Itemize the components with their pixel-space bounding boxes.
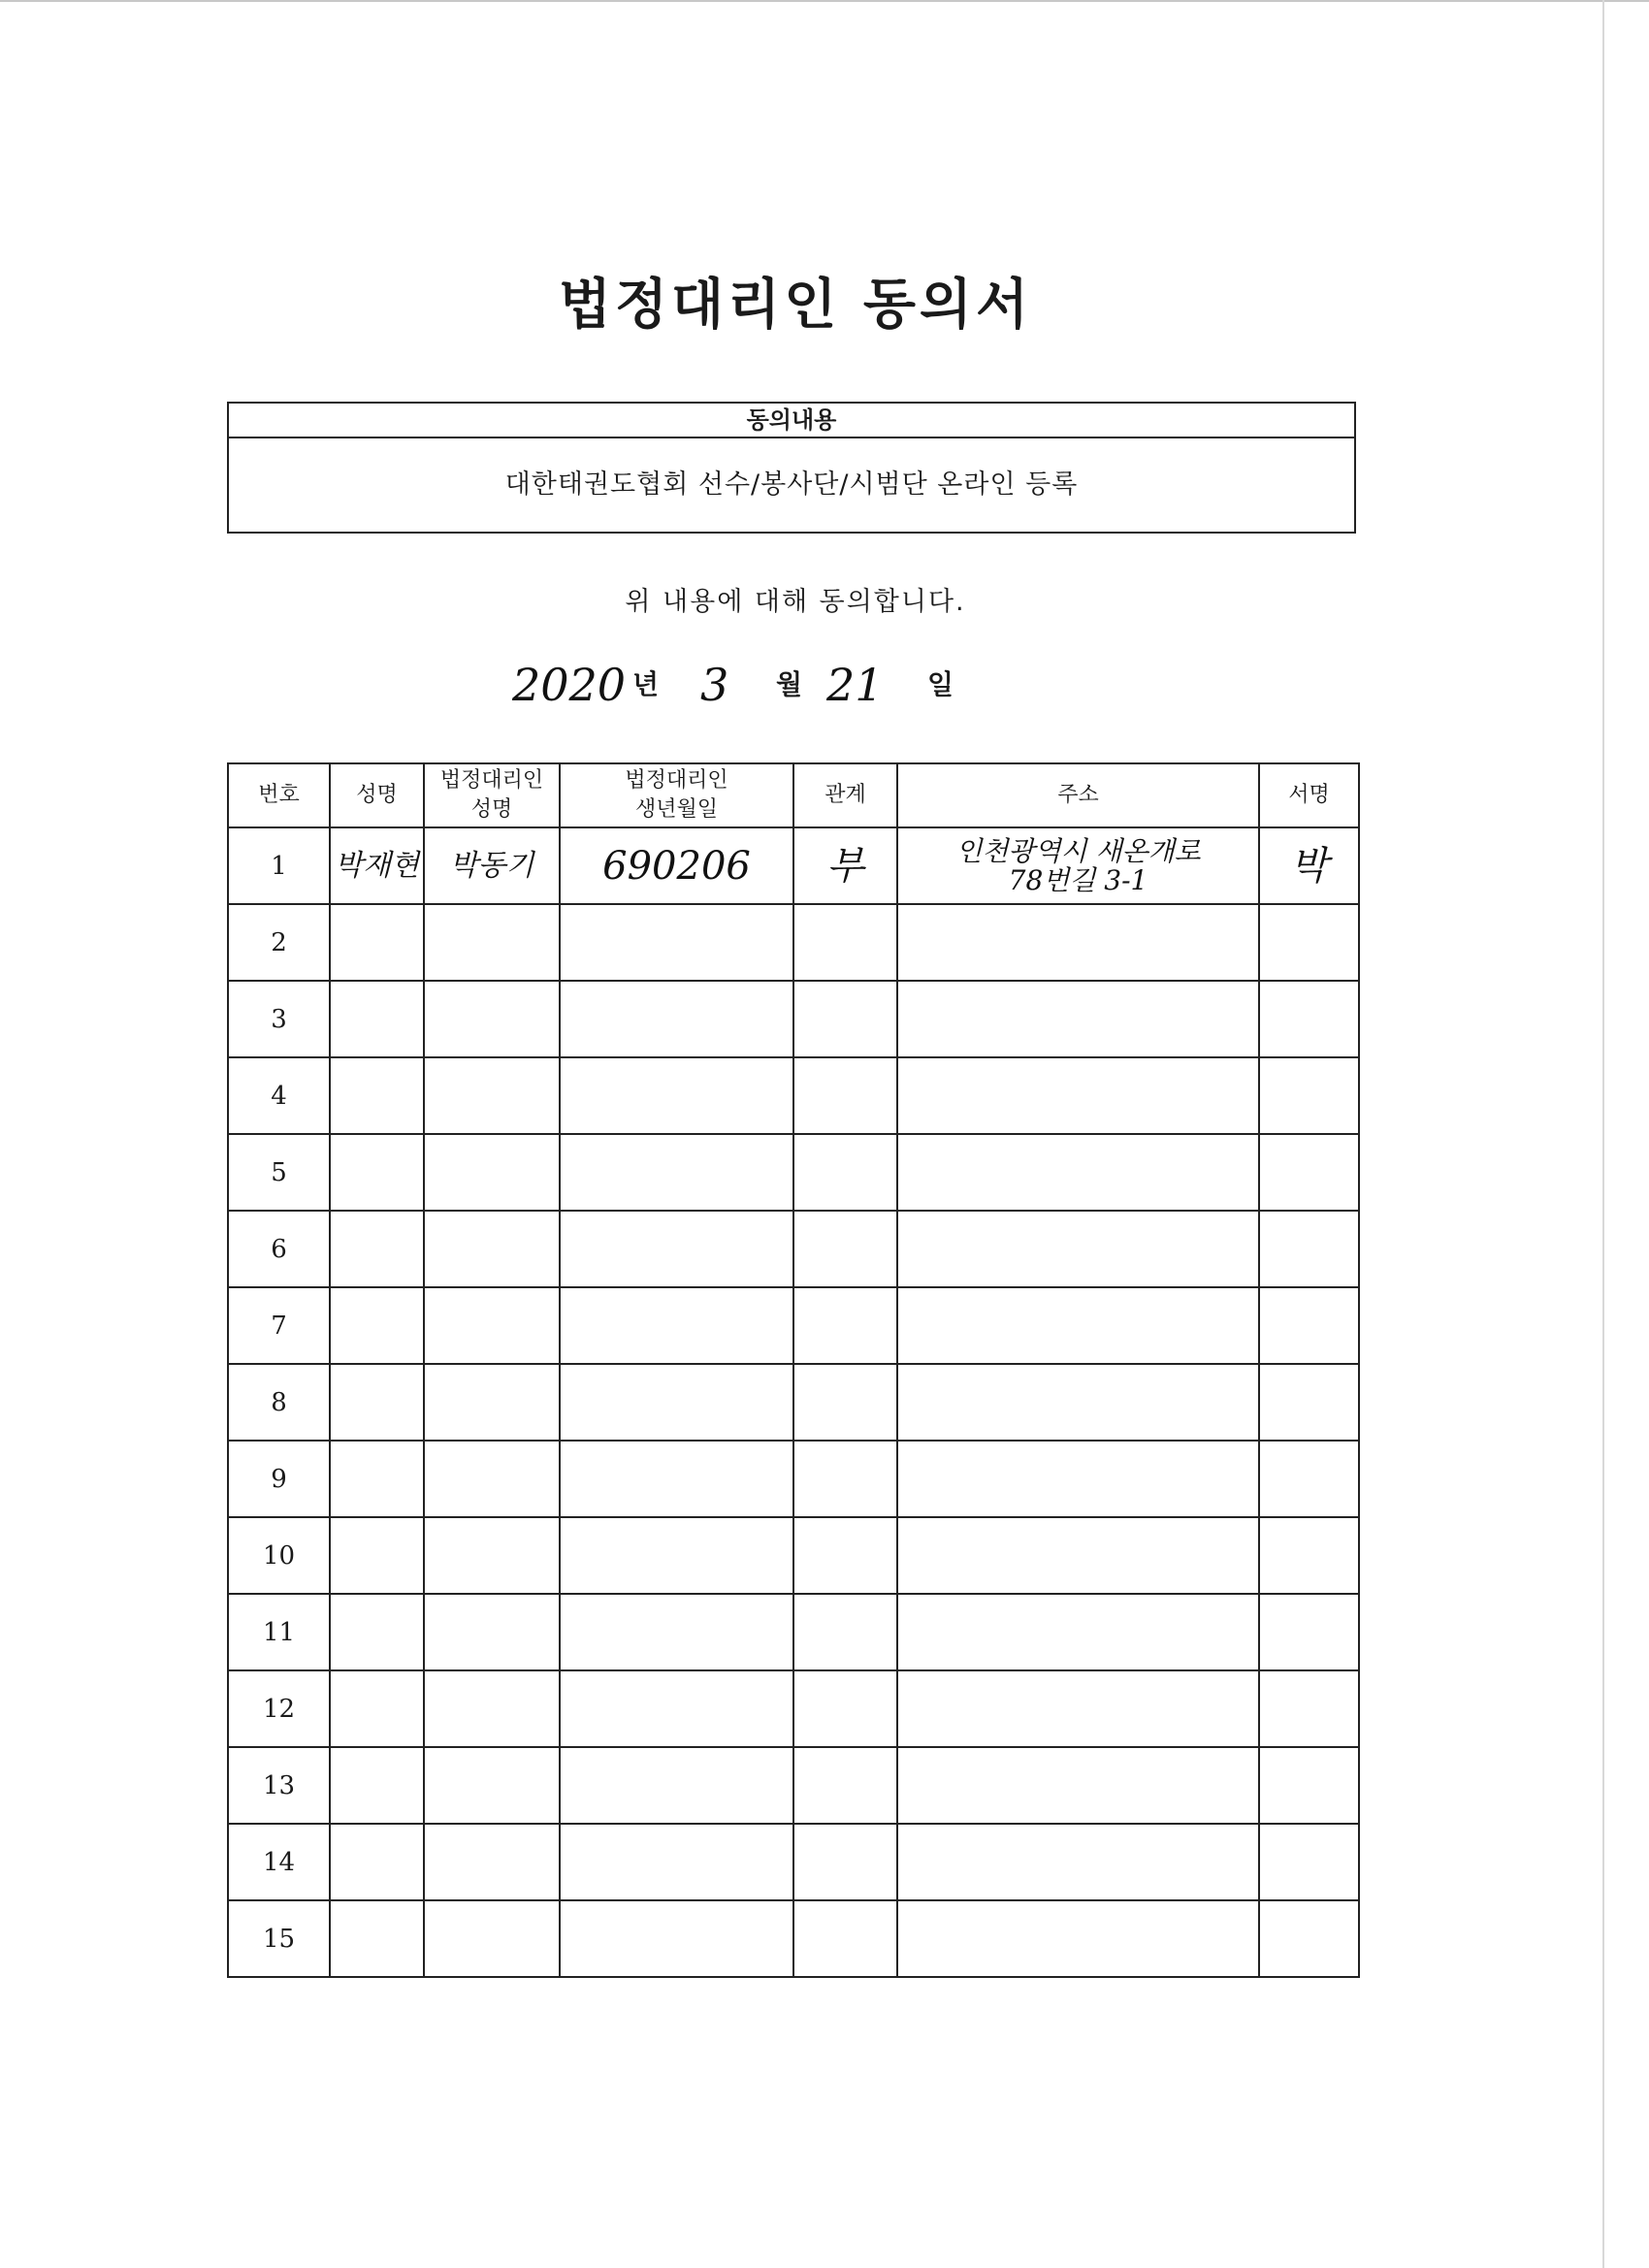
cell-rep-birth[interactable] (560, 1517, 793, 1594)
cell-signature[interactable] (1259, 1287, 1359, 1364)
cell-signature[interactable] (1259, 1670, 1359, 1747)
cell-signature[interactable] (1259, 827, 1359, 904)
cell-address[interactable] (897, 1594, 1259, 1670)
cell-name[interactable] (330, 827, 424, 904)
row-number: 4 (228, 1057, 330, 1134)
cell-signature[interactable] (1259, 1517, 1359, 1594)
cell-relation[interactable] (793, 827, 897, 904)
header-signature: 서명 (1259, 763, 1359, 827)
table-row (228, 1594, 1359, 1670)
date-row (0, 660, 1591, 718)
cell-name[interactable] (330, 1594, 424, 1670)
consent-box (227, 402, 1356, 534)
agreement-statement: 위 내용에 대해 동의합니다. (625, 587, 966, 617)
row-number: 6 (228, 1211, 330, 1287)
cell-rep-name[interactable] (424, 1670, 560, 1747)
cell-rep-birth[interactable] (560, 1670, 793, 1747)
cell-signature[interactable] (1259, 1364, 1359, 1441)
handwritten-address-line1: 인천광역시 새온개로 (955, 834, 1201, 867)
page-edge-right (1602, 0, 1604, 2268)
header-name: 성명 (330, 763, 424, 827)
table-header-row (228, 763, 1359, 827)
consent-content: 대한태권도협회 선수/봉사단/시범단 온라인 등록 (504, 470, 1079, 500)
table-row (228, 1134, 1359, 1211)
cell-relation[interactable] (793, 904, 897, 981)
cell-rep-birth[interactable] (560, 1057, 793, 1134)
cell-address[interactable] (897, 1057, 1259, 1134)
cell-rep-birth[interactable] (560, 981, 793, 1057)
date-day-label: 일 (927, 668, 954, 700)
row-number: 8 (228, 1364, 330, 1441)
cell-rep-birth[interactable] (560, 904, 793, 981)
cell-rep-name[interactable] (424, 1517, 560, 1594)
cell-relation[interactable] (793, 1747, 897, 1824)
cell-rep-birth[interactable] (560, 1594, 793, 1670)
cell-name[interactable] (330, 904, 424, 981)
date-year[interactable]: 2020 (512, 659, 627, 711)
cell-address[interactable] (897, 827, 1259, 904)
cell-rep-birth[interactable] (560, 1364, 793, 1441)
table-row (228, 1364, 1359, 1441)
header-relation: 관계 (793, 763, 897, 827)
cell-name[interactable] (330, 1134, 424, 1211)
table-row (228, 1211, 1359, 1287)
cell-rep-name[interactable] (424, 827, 560, 904)
cell-name[interactable] (330, 1441, 424, 1517)
header-rep-birth (560, 763, 793, 827)
cell-signature[interactable] (1259, 904, 1359, 981)
table-row (228, 1900, 1359, 1977)
cell-name[interactable] (330, 1517, 424, 1594)
row-number: 3 (228, 981, 330, 1057)
cell-rep-name[interactable] (424, 1594, 560, 1670)
header-rep-name-line2: 성명 (470, 797, 513, 822)
cell-relation[interactable] (793, 1364, 897, 1441)
date-day[interactable]: 21 (826, 659, 884, 711)
cell-address[interactable] (897, 904, 1259, 981)
cell-relation[interactable] (793, 1517, 897, 1594)
table-row (228, 1670, 1359, 1747)
cell-rep-name[interactable] (424, 904, 560, 981)
cell-relation[interactable] (793, 1824, 897, 1900)
cell-rep-name[interactable] (424, 1211, 560, 1287)
date-month-label: 월 (776, 668, 803, 700)
cell-relation[interactable] (793, 1594, 897, 1670)
cell-name[interactable] (330, 1747, 424, 1824)
table-row (228, 1057, 1359, 1134)
table-row (228, 1517, 1359, 1594)
cell-rep-birth[interactable] (560, 1211, 793, 1287)
cell-address[interactable] (897, 1134, 1259, 1211)
cell-rep-name[interactable] (424, 1824, 560, 1900)
cell-rep-name[interactable] (424, 1900, 560, 1977)
handwritten-address-line2: 78번길 3-1 (1008, 863, 1148, 896)
cell-address[interactable] (897, 1900, 1259, 1977)
row-number: 13 (228, 1747, 330, 1824)
cell-rep-name[interactable] (424, 1134, 560, 1211)
cell-signature[interactable] (1259, 1057, 1359, 1134)
cell-name[interactable] (330, 1900, 424, 1977)
row-number: 1 (228, 827, 330, 904)
table-row (228, 981, 1359, 1057)
cell-name[interactable] (330, 1670, 424, 1747)
handwritten-rep-name: 박동기 (449, 848, 534, 883)
cell-signature[interactable] (1259, 1747, 1359, 1824)
header-rep-name (424, 763, 560, 827)
header-number: 번호 (228, 763, 330, 827)
cell-name[interactable] (330, 1364, 424, 1441)
cell-relation[interactable] (793, 1287, 897, 1364)
cell-address[interactable] (897, 1670, 1259, 1747)
cell-signature[interactable] (1259, 1900, 1359, 1977)
cell-rep-name[interactable] (424, 1441, 560, 1517)
handwritten-name: 박재현 (335, 848, 419, 883)
cell-address[interactable] (897, 1211, 1259, 1287)
cell-rep-birth[interactable] (560, 1134, 793, 1211)
row-number: 2 (228, 904, 330, 981)
table-row (228, 827, 1359, 904)
cell-address[interactable] (897, 1517, 1259, 1594)
cell-rep-name[interactable] (424, 981, 560, 1057)
cell-rep-name[interactable] (424, 1287, 560, 1364)
cell-address[interactable] (897, 1747, 1259, 1824)
cell-rep-birth[interactable] (560, 1747, 793, 1824)
cell-relation[interactable] (793, 1211, 897, 1287)
cell-signature[interactable] (1259, 1594, 1359, 1670)
cell-rep-birth[interactable] (560, 1900, 793, 1977)
header-rep-birth-line1: 법정대리인 (625, 768, 728, 793)
row-number: 12 (228, 1670, 330, 1747)
cell-rep-name[interactable] (424, 1747, 560, 1824)
cell-name[interactable] (330, 1287, 424, 1364)
cell-relation[interactable] (793, 1900, 897, 1977)
cell-relation[interactable] (793, 981, 897, 1057)
row-number: 9 (228, 1441, 330, 1517)
cell-address[interactable] (897, 1287, 1259, 1364)
cell-rep-name[interactable] (424, 1364, 560, 1441)
cell-rep-name[interactable] (424, 1057, 560, 1134)
cell-address[interactable] (897, 981, 1259, 1057)
row-number: 7 (228, 1287, 330, 1364)
table-row (228, 1287, 1359, 1364)
page-edge-top (0, 0, 1649, 2)
table-row (228, 1747, 1359, 1824)
cell-name[interactable] (330, 1824, 424, 1900)
cell-rep-birth[interactable] (560, 827, 793, 904)
row-number: 15 (228, 1900, 330, 1977)
table-row (228, 1441, 1359, 1517)
cell-name[interactable] (330, 1057, 424, 1134)
header-address: 주소 (897, 763, 1259, 827)
cell-relation[interactable] (793, 1057, 897, 1134)
handwritten-signature: 박 (1290, 843, 1328, 889)
consent-header: 동의내용 (229, 404, 1354, 438)
handwritten-relation: 부 (826, 843, 864, 889)
row-number: 11 (228, 1594, 330, 1670)
date-year-label: 년 (632, 668, 660, 700)
cell-address[interactable] (897, 1441, 1259, 1517)
cell-name[interactable] (330, 981, 424, 1057)
header-rep-name-line1: 법정대리인 (439, 768, 544, 793)
cell-signature[interactable] (1259, 1824, 1359, 1900)
row-number: 5 (228, 1134, 330, 1211)
cell-signature[interactable] (1259, 981, 1359, 1057)
cell-signature[interactable] (1259, 1211, 1359, 1287)
table-row (228, 904, 1359, 981)
cell-rep-birth[interactable] (560, 1824, 793, 1900)
row-number: 10 (228, 1517, 330, 1594)
cell-signature[interactable] (1259, 1441, 1359, 1517)
cell-relation[interactable] (793, 1670, 897, 1747)
registration-table (227, 762, 1360, 1978)
cell-relation[interactable] (793, 1441, 897, 1517)
cell-address[interactable] (897, 1364, 1259, 1441)
cell-address[interactable] (897, 1824, 1259, 1900)
header-rep-birth-line2: 생년월일 (634, 797, 718, 822)
handwritten-rep-birth: 690206 (602, 843, 751, 889)
cell-rep-birth[interactable] (560, 1441, 793, 1517)
cell-relation[interactable] (793, 1134, 897, 1211)
row-number: 14 (228, 1824, 330, 1900)
table-row (228, 1824, 1359, 1900)
cell-signature[interactable] (1259, 1134, 1359, 1211)
cell-rep-birth[interactable] (560, 1287, 793, 1364)
date-month[interactable]: 3 (700, 659, 729, 711)
cell-name[interactable] (330, 1211, 424, 1287)
document-title: 법정대리인 동의서 (558, 274, 1033, 337)
